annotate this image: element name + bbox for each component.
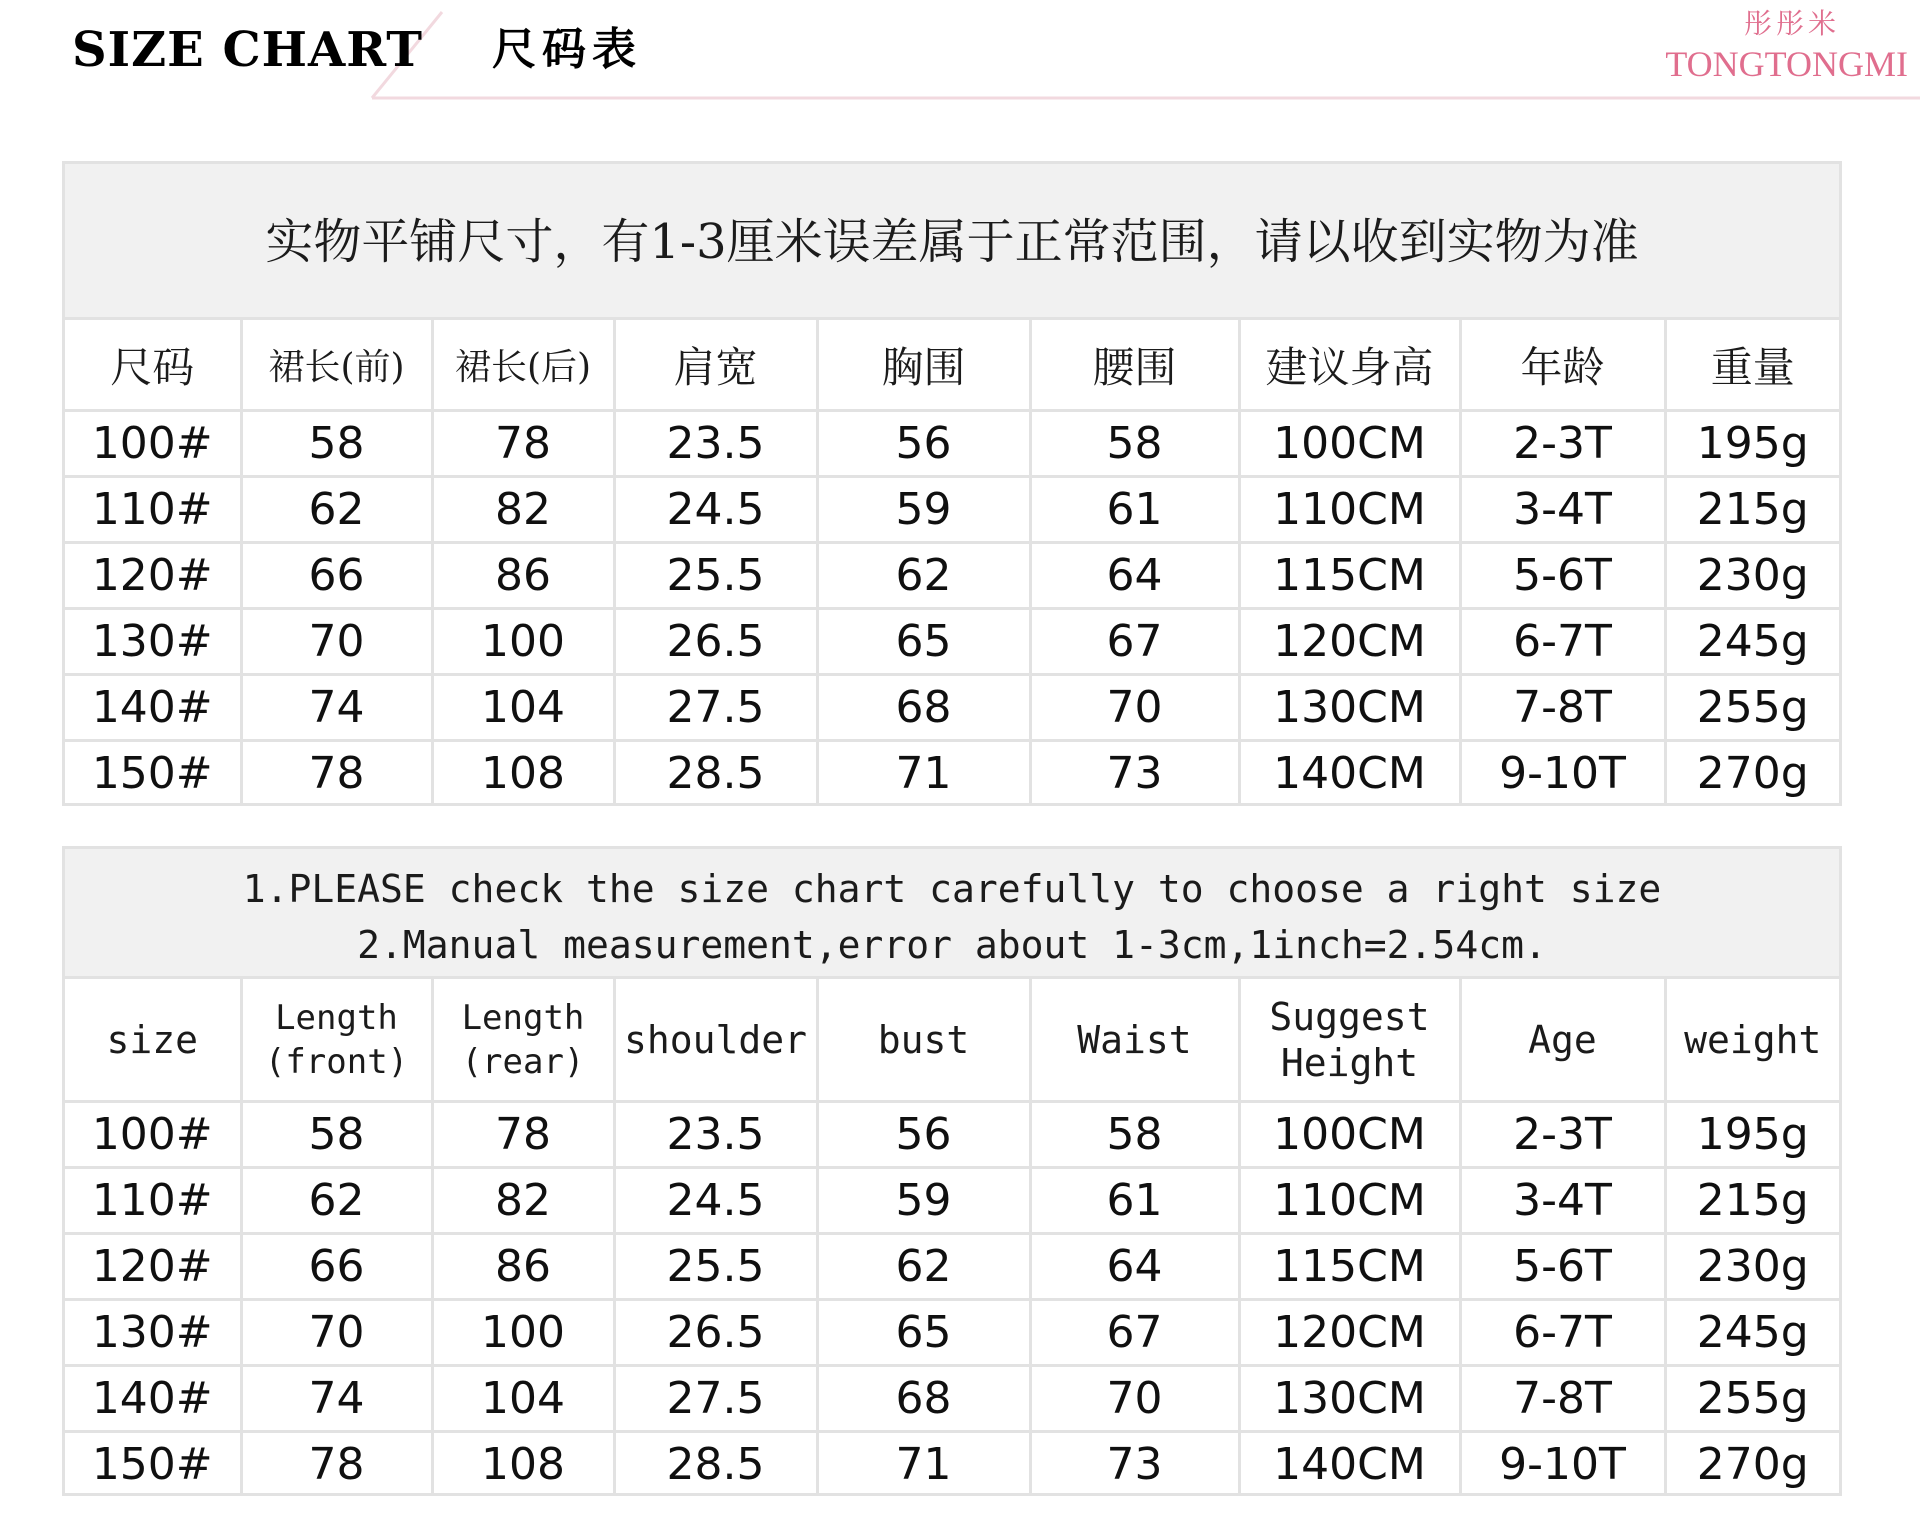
column-header: 年龄	[1460, 320, 1665, 411]
table-cell: 28.5	[614, 1432, 817, 1497]
table-cell: 140CM	[1239, 1432, 1460, 1497]
table-cell: 230g	[1665, 1234, 1839, 1300]
table-cell: 82	[432, 477, 614, 543]
table-cell: 255g	[1665, 1366, 1839, 1432]
measurement-note-cn: 实物平铺尺寸，有1-3厘米误差属于正常范围，请以收到实物为准	[65, 164, 1839, 320]
column-header: Suggest Height	[1239, 979, 1460, 1102]
table-cell: 100CM	[1239, 411, 1460, 477]
table-cell: 74	[241, 675, 432, 741]
table-cell: 245g	[1665, 1300, 1839, 1366]
table-row	[65, 1234, 1839, 1300]
table-cell: 2-3T	[1460, 1102, 1665, 1168]
table-row	[65, 411, 1839, 477]
table-cell: 24.5	[614, 1168, 817, 1234]
table-header-row	[65, 320, 1839, 411]
table-cell: 24.5	[614, 477, 817, 543]
table-cell: 140CM	[1239, 741, 1460, 806]
brand-name-cn: 彤彤米	[1743, 7, 1840, 40]
table-cell: 70	[241, 1300, 432, 1366]
table-cell: 26.5	[614, 1300, 817, 1366]
table-cell: 115CM	[1239, 543, 1460, 609]
table-row	[65, 477, 1839, 543]
table-cell: 71	[817, 1432, 1030, 1497]
table-cell: 108	[432, 741, 614, 806]
table-row	[65, 1300, 1839, 1366]
table-cell: 58	[241, 411, 432, 477]
table-cell: 5-6T	[1460, 543, 1665, 609]
column-header: 腰围	[1030, 320, 1239, 411]
table-cell: 26.5	[614, 609, 817, 675]
table-cell: 195g	[1665, 1102, 1839, 1168]
table-row	[65, 741, 1839, 806]
page-title-cn: 尺码表	[492, 24, 642, 75]
table-cell: 270g	[1696, 748, 1809, 799]
table-cell: 110CM	[1239, 477, 1460, 543]
page-title: SIZE CHART	[72, 22, 424, 78]
table-row	[65, 1168, 1839, 1234]
table-cell: 9-10T	[1460, 741, 1665, 806]
column-header: 胸围	[817, 320, 1030, 411]
column-header: bust	[817, 979, 1030, 1102]
measurement-note-en	[65, 849, 1839, 979]
table-cell: 130CM	[1239, 1366, 1460, 1432]
table-cell: 9-10T	[1460, 1432, 1665, 1497]
table-cell: 68	[817, 675, 1030, 741]
table-cell: 130#	[65, 609, 241, 675]
table-cell: 110CM	[1239, 1168, 1460, 1234]
table-cell: 130CM	[1239, 675, 1460, 741]
table-row	[65, 1102, 1839, 1168]
table-cell: 130#	[65, 1300, 241, 1366]
table-cell: 73	[1030, 741, 1239, 806]
table-cell: 2-3T	[1460, 411, 1665, 477]
table-row	[65, 543, 1839, 609]
size-chart-en	[62, 846, 1842, 1496]
table-cell: 67	[1030, 609, 1239, 675]
column-header: 重量	[1665, 320, 1839, 411]
table-row	[65, 1366, 1839, 1432]
table-cell: 78	[241, 1432, 432, 1497]
table-cell: 68	[817, 1366, 1030, 1432]
table-cell: 66	[241, 543, 432, 609]
table-cell: 6-7T	[1460, 1300, 1665, 1366]
table-cell: 120CM	[1239, 1300, 1460, 1366]
table-cell: 7-8T	[1460, 1366, 1665, 1432]
table-cell: 58	[1030, 1102, 1239, 1168]
table-header-row	[65, 979, 1839, 1102]
table-row	[65, 609, 1839, 675]
table-cell: 70	[1030, 675, 1239, 741]
table-cell: 86	[432, 543, 614, 609]
table-cell: 78	[432, 1102, 614, 1168]
table-row	[65, 1432, 1839, 1497]
table-cell: 120#	[65, 1234, 241, 1300]
table-cell: 3-4T	[1460, 477, 1665, 543]
table-cell: 78	[241, 741, 432, 806]
table-cell: 65	[817, 609, 1030, 675]
table-cell: 110#	[65, 1168, 241, 1234]
table-cell: 66	[241, 1234, 432, 1300]
size-chart-cn	[62, 161, 1842, 806]
table-cell: 56	[817, 411, 1030, 477]
table-cell: 23.5	[614, 1102, 817, 1168]
table-cell: 100	[432, 609, 614, 675]
table-cell: 108	[432, 1432, 614, 1497]
column-header: 裙长(后)	[432, 320, 614, 411]
table-cell: 58	[1030, 411, 1239, 477]
column-header: 裙长(前)	[241, 320, 432, 411]
table-cell: 62	[817, 1234, 1030, 1300]
table-cell: 6-7T	[1460, 609, 1665, 675]
table-cell: 215g	[1665, 477, 1839, 543]
table-cell: 215g	[1665, 1168, 1839, 1234]
table-cell: 104	[432, 1366, 614, 1432]
brand-name-en: TONGTONGMI	[1665, 44, 1908, 84]
table-cell: 65	[817, 1300, 1030, 1366]
table-cell: 25.5	[614, 1234, 817, 1300]
table-cell: 104	[432, 675, 614, 741]
table-cell: 110#	[65, 477, 241, 543]
table-cell: 28.5	[614, 741, 817, 806]
column-header: size	[65, 979, 241, 1102]
column-header: Length (rear)	[432, 979, 614, 1102]
table-cell: 140#	[65, 1366, 241, 1432]
table-cell: 120#	[65, 543, 241, 609]
table-cell: 7-8T	[1460, 675, 1665, 741]
column-header: Waist	[1030, 979, 1239, 1102]
table-cell: 120CM	[1239, 609, 1460, 675]
size-table-en	[65, 979, 1839, 1496]
note-line-2: 2.Manual measurement,error about 1-3cm,1inch=2.54cm.	[357, 923, 1547, 967]
table-cell: 62	[817, 543, 1030, 609]
table-cell: 74	[241, 1366, 432, 1432]
table-cell: 27.5	[614, 1366, 817, 1432]
table-cell: 25.5	[614, 543, 817, 609]
table-cell: 70	[241, 609, 432, 675]
table-cell: 100#	[65, 1102, 241, 1168]
table-cell: 100	[432, 1300, 614, 1366]
table-cell: 70	[1030, 1366, 1239, 1432]
table-row	[65, 675, 1839, 741]
table-cell: 82	[432, 1168, 614, 1234]
table-cell: 59	[817, 1168, 1030, 1234]
table-cell: 195g	[1665, 411, 1839, 477]
column-header: Age	[1460, 979, 1665, 1102]
table-cell: 71	[817, 741, 1030, 806]
table-cell: 150#	[65, 741, 241, 806]
table-cell: 86	[432, 1234, 614, 1300]
table-cell: 78	[432, 411, 614, 477]
table-cell: 62	[241, 477, 432, 543]
note-line-1: 1.PLEASE check the size chart carefully to choose a right size	[242, 867, 1662, 911]
table-cell: 100CM	[1239, 1102, 1460, 1168]
column-header: 肩宽	[614, 320, 817, 411]
table-cell: 150#	[65, 1432, 241, 1497]
table-cell: 230g	[1665, 543, 1839, 609]
table-cell: 100#	[65, 411, 241, 477]
size-table-cn	[65, 320, 1839, 805]
table-cell: 255g	[1665, 675, 1839, 741]
table-cell: 61	[1030, 1168, 1239, 1234]
table-cell: 5-6T	[1460, 1234, 1665, 1300]
table-cell: 64	[1030, 1234, 1239, 1300]
table-cell: 67	[1030, 1300, 1239, 1366]
column-header: weight	[1665, 979, 1839, 1102]
table-cell: 23.5	[614, 411, 817, 477]
table-cell: 140#	[65, 675, 241, 741]
table-cell: 73	[1030, 1432, 1239, 1497]
column-header: 尺码	[65, 320, 241, 411]
column-header: 建议身高	[1239, 320, 1460, 411]
table-cell: 62	[241, 1168, 432, 1234]
column-header: Length (front)	[241, 979, 432, 1102]
table-cell: 64	[1030, 543, 1239, 609]
column-header: shoulder	[614, 979, 817, 1102]
table-cell: 61	[1030, 477, 1239, 543]
table-cell: 245g	[1665, 609, 1839, 675]
table-cell: 270g	[1696, 1439, 1809, 1490]
table-cell: 56	[817, 1102, 1030, 1168]
table-cell: 59	[817, 477, 1030, 543]
table-cell: 27.5	[614, 675, 817, 741]
table-cell: 115CM	[1239, 1234, 1460, 1300]
table-cell: 58	[241, 1102, 432, 1168]
table-cell: 3-4T	[1460, 1168, 1665, 1234]
